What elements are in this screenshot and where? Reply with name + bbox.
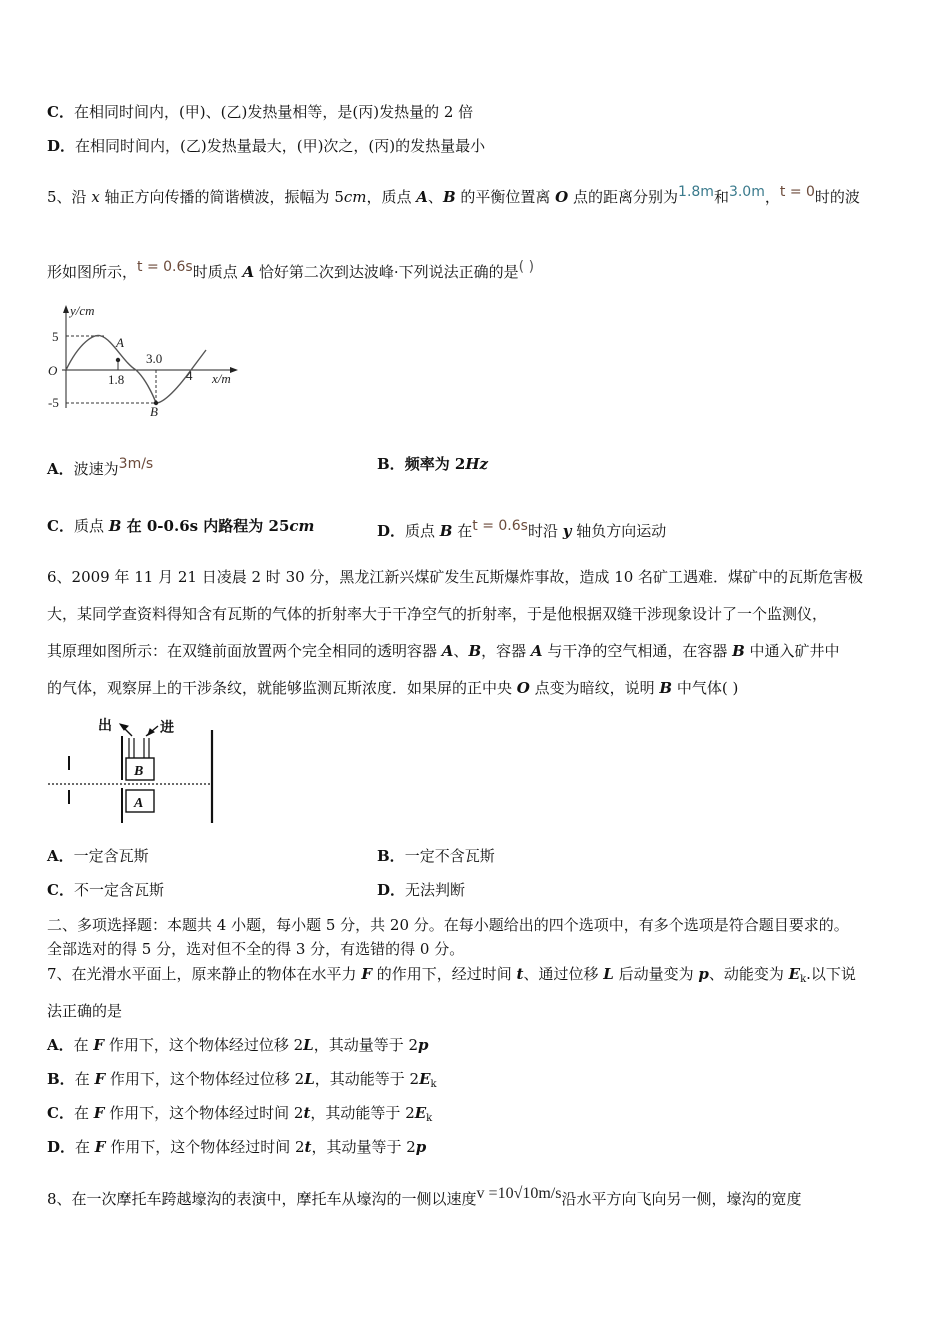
option-text: 质点 [405,522,440,540]
text: 其原理如图所示：在双缝前面放置两个完全相同的透明容器 [47,642,442,660]
option-text: 作用下，这个物体经过位移 2 [104,1036,304,1054]
option-text: 质点 [73,517,109,535]
q5-option-d [377,516,666,541]
text: 8、在一次摩托车跨越壕沟的表演中，摩托车从壕沟的一侧以速度 [47,1190,477,1208]
option-text: 在 [75,1138,95,1156]
x-tick-3-0: 3.0 [146,351,163,366]
q6-stem-line1 [47,567,863,587]
text: 二、多项选择题：本题共 4 小题，每小题 5 分，共 20 分。在每小题给出的四个选项中，有多个选项是符合题目要求的。 [47,916,849,934]
text: 大，某同学查资料得知含有瓦斯的气体的折射率大于干净空气的折射率，于是他根据双缝干涉现象设计了一个监测仪， [47,605,828,623]
text: 、动能变为 [708,965,789,983]
var: t [303,1104,311,1122]
double-slit-diagram [44,708,224,830]
option-text: 频率为 2 [404,455,466,473]
option-text: 不一定含瓦斯 [73,881,164,899]
text: 点变为暗纹，说明 [529,679,660,697]
var-y: y [562,522,572,540]
var-result: p [418,1036,429,1054]
math-t-0: t = 0 [779,184,815,200]
option-label: B． [377,455,405,473]
var-result: p [415,1138,427,1156]
option-text: 在 [73,1104,94,1122]
q5-stem-line1 [47,182,860,207]
option-label: A． [47,1036,74,1054]
var-F: F [94,1070,106,1088]
option-text: 一定不含瓦斯 [404,847,495,865]
option-label: C． [47,103,74,121]
var: L [304,1070,315,1088]
q7-option-a [47,1035,429,1061]
option-text: 作用下，这个物体经过位移 2 [105,1070,305,1088]
option-label: C． [47,1104,74,1122]
math-3m-s: 3m/s [118,456,154,472]
q5-option-b [377,454,488,474]
section2-header-line1 [47,915,849,935]
x-tick-1-8: 1.8 [108,372,125,387]
option-label: D． [377,881,406,899]
container-B-label: B [134,764,144,779]
option-text: 波速为 [73,460,119,478]
var-A: A [416,188,428,206]
var-L: L [603,965,614,983]
var-O: O [516,679,530,697]
answer-paren: ( ) [518,259,535,275]
var-x: x [91,188,100,206]
option-label: C． [47,517,74,535]
var-A: A [242,263,255,281]
var-p: p [698,965,709,983]
text: 的平衡位置离 [455,188,556,206]
q6-stem-line4 [47,678,738,698]
subscript: k [426,1113,433,1124]
option-text: 无法判断 [405,881,466,899]
text: 、 [427,188,443,206]
var-A: A [530,642,543,660]
var-F: F [361,965,372,983]
text: ，质点 [366,188,417,206]
option-label: B． [47,1070,75,1088]
option-text: 在相同时间内，(甲)、(乙)发热量相等，是(丙)发热量的 2 倍 [73,103,474,121]
q7-option-d [47,1137,426,1163]
text: 时质点 [192,263,243,281]
var-B: B [108,517,122,535]
option-label: D． [377,522,406,540]
q5-option-a [47,454,153,479]
option-text: ，其动量等于 2 [313,1036,419,1054]
y-min-label: -5 [48,395,59,410]
var: t [304,1138,312,1156]
option-label: D． [47,1138,76,1156]
option-label: A． [47,847,74,865]
var-F: F [93,1104,105,1122]
text: 全部选对的得 5 分，选对但不全的得 3 分，有选错的得 0 分。 [47,940,465,958]
q6-option-c [47,880,164,900]
q7-option-b [47,1069,437,1095]
origin-label: O [48,363,58,378]
option-text: ，其动能等于 2 [314,1070,420,1088]
q7-option-c [47,1103,432,1129]
text: 沿水平方向飞向另一侧，壕沟的宽度 [561,1190,802,1208]
var-E: E [788,965,801,983]
var-A: A [441,642,454,660]
x-axis-label: x/m [212,371,231,386]
text: 法正确的是 [47,1002,123,1020]
var-result: E [419,1070,431,1088]
text: 后动量变为 [613,965,699,983]
math-3-0m: 3.0m [728,184,765,200]
option-text: 一定含瓦斯 [73,847,149,865]
text: 中通入矿井中 [744,642,840,660]
option-text: 作用下，这个物体经过时间 2 [105,1138,305,1156]
q7-stem-line2 [47,1001,122,1021]
var-B: B [439,522,453,540]
text: 7、在光滑水平面上，原来静止的物体在水平力 [47,965,362,983]
container-A-label: A [134,796,144,811]
option-text: 时沿 [527,522,563,540]
point-B-label: B [150,404,158,418]
option-label: C． [47,881,74,899]
option-text: 在 [452,522,473,540]
unit-hz: Hz [465,455,489,473]
math-t-0-6s: t = 0.6s [472,518,528,534]
x-tick-4: 4 [186,368,193,383]
out-label: 出 [98,719,112,734]
var-F: F [94,1138,106,1156]
unit-cm: cm [343,188,367,206]
y-axis-label: y/cm [70,303,95,318]
text: 和 [713,188,729,206]
text: 中气体( ) [672,679,739,697]
var-O: O [555,188,569,206]
subscript: k [430,1079,437,1090]
unit-cm: cm [289,517,315,535]
option-text: 轴负方向运动 [571,522,667,540]
option-label: A． [47,460,74,478]
text: 6、2009 年 11 月 21 日凌晨 2 时 30 分，黑龙江新兴煤矿发生瓦斯爆炸事故，造成 10 名矿工遇难．煤矿中的瓦斯危害极 [47,568,864,586]
text: 点的距离分别为 [568,188,679,206]
q4-option-d [47,136,485,156]
section2-header-line2 [47,939,464,959]
text: 的作用下，经过时间 [371,965,517,983]
var-B: B [442,188,456,206]
var-t: t [516,965,524,983]
q5-stem-line2 [47,257,534,282]
point-A-label: A [116,335,124,350]
option-text: ，其动量等于 2 [311,1138,416,1156]
option-text: 在 0-0.6s 内路程为 25 [121,517,290,535]
q6-stem-line3 [47,641,840,661]
var-F: F [93,1036,105,1054]
q6-option-b [377,846,495,866]
text: 与干净的空气相通，在容器 [542,642,733,660]
y-max-label: 5 [52,329,59,344]
q5-option-c [47,516,314,536]
option-text: ，其动能等于 2 [310,1104,415,1122]
text: 、 [453,642,469,660]
var-B: B [659,679,673,697]
text: .以下说 [806,965,856,983]
q6-option-a [47,846,149,866]
math-t-0-6s: t = 0.6s [137,259,193,275]
option-text: 在 [73,1036,94,1054]
text: ， [764,188,780,206]
q6-stem-line2 [47,604,827,624]
math-velocity: v =10√10m/s [476,1185,562,1202]
text: ，容器 [481,642,531,660]
var-result: E [414,1104,427,1122]
q7-stem-line1 [47,964,856,990]
q8-stem-line1 [47,1184,801,1209]
text: 轴正方向传播的简谐横波，振幅为 5 [99,188,344,206]
option-text: 在相同时间内，(乙)发热量最大，(甲)次之，(丙)的发热量最小 [75,137,486,155]
text: 形如图所示， [47,263,138,281]
var-B: B [732,642,745,660]
text: 的气体，观察屏上的干涉条纹，就能够监测瓦斯浓度．如果屏的正中央 [47,679,517,697]
text: 、通过位移 [523,965,604,983]
var: L [303,1036,314,1054]
subscript-k: k [800,974,807,985]
in-label: 进 [160,721,174,736]
option-text: 在 [74,1070,95,1088]
q6-option-d [377,880,465,900]
option-label: B． [377,847,405,865]
math-1-8m: 1.8m [678,184,714,200]
option-text: 作用下，这个物体经过时间 2 [104,1104,304,1122]
wave-graph [44,303,244,418]
option-label: D． [47,137,76,155]
var-B: B [468,642,482,660]
q4-option-c [47,102,473,122]
text: 时的波 [814,188,860,206]
text: 5、沿 [47,188,92,206]
text: 恰好第二次到达波峰·下列说法正确的是 [254,263,519,281]
